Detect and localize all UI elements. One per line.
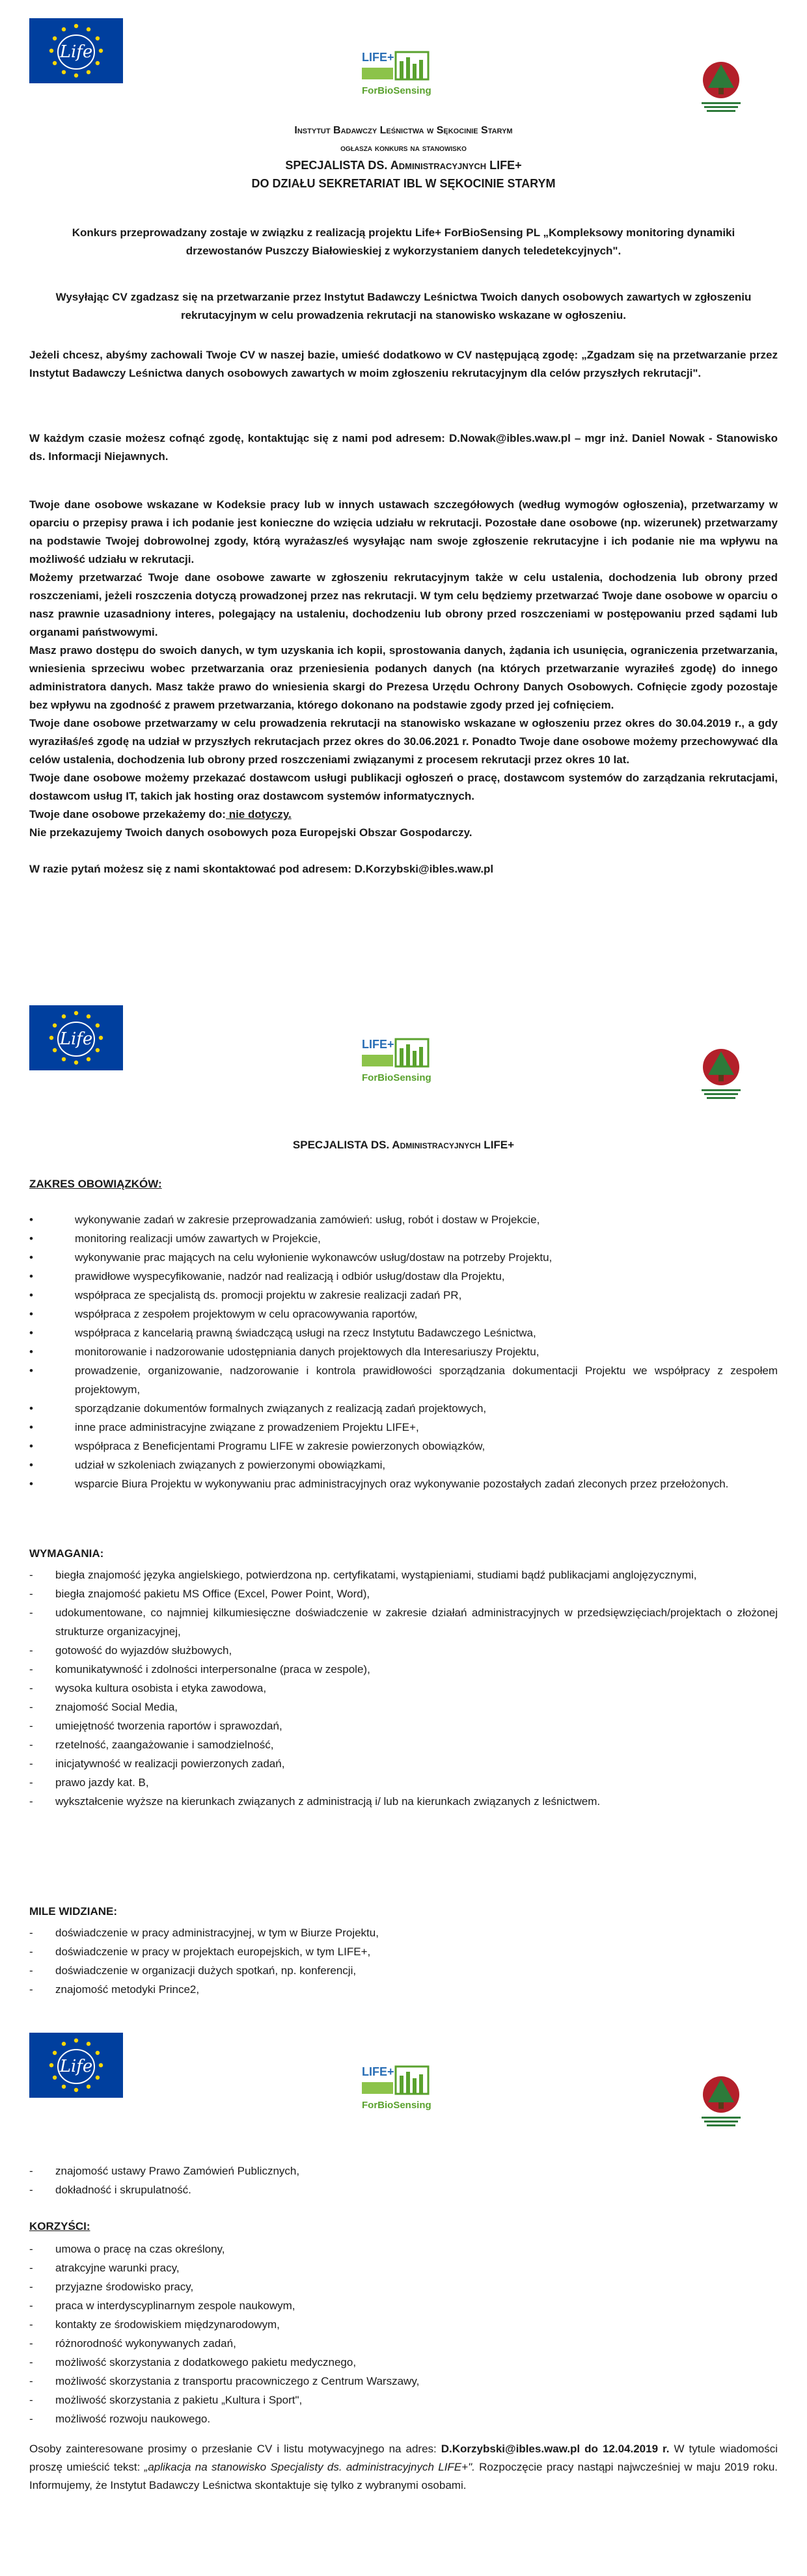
list-item (29, 2296, 778, 2315)
list-item (29, 1584, 778, 1603)
list-item (29, 1754, 778, 1773)
list-item (29, 1660, 778, 1679)
fbs-name-text: ForBioSensing (362, 85, 431, 96)
list-item-text: wykonywanie zadań w zakresie przeprowadzania zamówień: usług, robót i dostaw w Projekcie, (75, 1213, 540, 1226)
list-item-text: monitoring realizacji umów zawartych w Projekcie, (75, 1232, 321, 1245)
list-item (29, 1456, 778, 1474)
bullet-mark: • (29, 1213, 33, 1226)
list-item-text: monitorowanie i nadzorowanie udostępniania danych projektowych dla Interesariuszy Projektu, (75, 1346, 540, 1358)
eu-star-icon (49, 2063, 53, 2067)
nice-heading: MILE WIDZIANE: (29, 1905, 118, 1918)
gdpr-p5: Twoje dane osobowe możemy przekazać dostawcom usługi publikacji ogłoszeń o pracę, dostawcom systemów do zarządzania rekrutacjami, dostawcom usług IT, takich jak hosting oraz dostawcom systemów informatycznych. (29, 772, 778, 802)
bullet-mark: - (29, 1776, 33, 1789)
list-item-text: sporządzanie dokumentów formalnych związanych z realizacją zadań projektowych, (75, 1402, 487, 1415)
bullet-mark: - (29, 2165, 33, 2177)
bullet-mark: - (29, 1682, 33, 1694)
institute-name: Instytut Badawczy Leśnictwa w Sękocinie Starym (294, 125, 513, 136)
list-item (29, 1399, 778, 1418)
ibl-logo (689, 2075, 754, 2134)
list-item (29, 1361, 778, 1399)
ibl-logo (689, 1048, 754, 1106)
list-item-text: komunikatywność i zdolności interpersonalne (praca w zespole), (55, 1663, 370, 1675)
list-item (29, 1792, 778, 1811)
list-item-text: wykonywanie prac mających na celu wyłonienie wykonawców usług/dostaw na potrzeby Projektu, (75, 1251, 553, 1264)
gdpr-section (29, 496, 778, 878)
bullet-mark: - (29, 2281, 33, 2293)
bullet-mark: • (29, 1459, 33, 1471)
eu-life-text: Life (59, 42, 93, 62)
list-item-text: współpraca z zespołem projektowym w celu opracowywania raportów, (75, 1308, 418, 1320)
list-item (29, 1735, 778, 1754)
eu-life-text: Life (59, 1029, 93, 1049)
list-item (29, 2180, 778, 2199)
bullet-mark: - (29, 1644, 33, 1657)
eu-star-icon (87, 2085, 90, 2089)
bullet-mark: - (29, 1757, 33, 1770)
bullet-mark: • (29, 1402, 33, 1415)
list-item-text: inne prace administracyjne związane z prowadzeniem Projektu LIFE+, (75, 1421, 419, 1433)
eu-star-icon (87, 70, 90, 74)
eu-star-icon (96, 2051, 100, 2055)
fbs-life-text: LIFE+ (362, 51, 394, 64)
list-item-text: biegła znajomość pakietu MS Office (Excel, Power Point, Word), (55, 1588, 370, 1600)
list-item (29, 1679, 778, 1698)
bullet-mark: • (29, 1440, 33, 1452)
gdpr-p6-value: nie dotyczy. (225, 808, 292, 820)
bullet-mark: - (29, 2413, 33, 2425)
eu-star-icon (62, 1057, 66, 1061)
eu-star-icon (62, 2042, 66, 2046)
bullet-mark: - (29, 1588, 33, 1600)
list-item (29, 1716, 778, 1735)
list-item (29, 2315, 778, 2334)
bullet-mark: - (29, 2243, 33, 2255)
benefits-list (29, 2240, 778, 2428)
list-item-text: prowadzenie, organizowanie, nadzorowanie i kontrola prawidłowości sporządzania dokumentacji Projektu we współpracy z zespołem projektowym, (75, 1364, 778, 1396)
bullet-mark: - (29, 2375, 33, 2387)
list-item-text: znajomość metodyki Prince2, (55, 1983, 200, 1996)
eu-star-icon (96, 1024, 100, 1027)
bullet-mark: - (29, 2184, 33, 2196)
bullet-mark: - (29, 2299, 33, 2312)
eu-life-text: Life (59, 2057, 93, 2076)
list-item (29, 2391, 778, 2409)
bullet-mark: - (29, 2262, 33, 2274)
list-item-text: możliwość skorzystania z transportu pracowniczego z Centrum Warszawy, (55, 2375, 420, 2387)
gdpr-contact: W razie pytań możesz się z nami skontaktować pod adresem: D.Korzybski@ibles.waw.pl (29, 863, 494, 875)
list-item-text: prawidłowe wyspecyfikowanie, nadzór nad realizacją i odbiór usług/dostaw dla Projektu, (75, 1270, 505, 1282)
eu-star-icon (96, 36, 100, 40)
list-item-text: udokumentowane, co najmniej kilkumiesięczne doświadczenie w zakresie działań administracyjnych w przedsięwzięciach/projektach o złożonej strukturze organizacyjnej, (55, 1607, 778, 1638)
ibl-logo (689, 61, 754, 119)
eu-star-icon (74, 1061, 78, 1064)
forbiosensing-logo (357, 46, 435, 111)
list-item (29, 1942, 778, 1961)
eu-star-icon (49, 49, 53, 53)
gdpr-p3: Masz prawo dostępu do swoich danych, w tym uzyskania ich kopii, sprostowania danych, żądania ich usunięcia, ograniczenia przetwarzania, wniesienia sprzeciwu wobec przetwarzania oraz przeniesienia podanych danych (na których przetwarzanie wyraziłeś zgodę) do innego administratora danych. Masz także prawo do wniesienia skargi do Prezesa Urzędu Ochrony Danych Osobowych. Cofnięcie zgody pozostaje bez wpływu na zgodność z prawem przetwarzania, którego dokonano na podstawie zgody przed jej cofnięciem. (29, 644, 778, 711)
gdpr-p1: Twoje dane osobowe wskazane w Kodeksie pracy lub w innych ustawach szczegółowych (według wymogów ogłoszenia), przetwarzamy w oparciu o przepisy prawa i ich podanie jest konieczne do wzięcia udziału w rekrutacji. Pozostałe dane osobowe (np. wizerunek) przetwarzamy na podstawie Twojej dobrowolnej zgody, którą wyrażasz/eś wysyłając nam swoje zgłoszenie rekrutacyjne i ich podanie nie ma wpływu na możliwość udziału w rekrutacji. (29, 498, 778, 565)
benefits-heading: KORZYŚCI: (29, 2220, 90, 2232)
eu-star-icon (99, 1036, 103, 1040)
gdpr-p7: Nie przekazujemy Twoich danych osobowych poza Europejski Obszar Gospodarczy. (29, 826, 472, 839)
eu-star-icon (62, 2085, 66, 2089)
eu-star-icon (53, 1024, 57, 1027)
eu-star-icon (96, 2076, 100, 2080)
list-item (29, 1474, 778, 1493)
list-item (29, 2372, 778, 2391)
bullet-mark: - (29, 1795, 33, 1808)
list-item-text: wsparcie Biura Projektu w wykonywaniu prac administracyjnych oraz wykonywanie pozostałych zadań zleconych przez przełożonych. (75, 1478, 729, 1490)
list-item-text: doświadczenie w pracy administracyjnej, w tym w Biurze Projektu, (55, 1927, 379, 1939)
eu-star-icon (96, 61, 100, 65)
bullet-mark: - (29, 1964, 33, 1977)
page2-position-title (0, 1139, 807, 1152)
list-item (29, 2258, 778, 2277)
list-item-text: gotowość do wyjazdów służbowych, (55, 1644, 232, 1657)
eu-star-icon (74, 24, 78, 28)
fbs-name-text: ForBioSensing (362, 1072, 431, 1083)
list-item (29, 2353, 778, 2372)
list-item (29, 1267, 778, 1286)
bullet-mark: • (29, 1346, 33, 1358)
list-item (29, 1210, 778, 1229)
list-item-text: umiejętność tworzenia raportów i sprawozdań, (55, 1720, 282, 1732)
requirements-list (29, 1566, 778, 1811)
eu-star-icon (74, 1011, 78, 1015)
department-title: DO DZIAŁU SEKRETARIAT IBL W SĘKOCINIE STARYM (251, 177, 556, 190)
closing-paragraph (29, 2440, 778, 2495)
gdpr-p6-label: Twoje dane osobowe przekażemy do: (29, 808, 226, 820)
forbiosensing-logo (357, 2060, 435, 2125)
eu-star-icon (74, 74, 78, 77)
eu-star-icon (62, 1014, 66, 1018)
list-item (29, 1603, 778, 1641)
eu-star-icon (53, 61, 57, 65)
fbs-life-text: LIFE+ (362, 2065, 394, 2078)
eu-star-icon (74, 2039, 78, 2042)
list-item-text: różnorodność wykonywanych zadań, (55, 2337, 236, 2350)
list-item-text: przyjazne środowisko pracy, (55, 2281, 194, 2293)
position-title-text: SPECJALISTA DS. Administracyjnych LIFE+ (285, 159, 522, 172)
list-item (29, 1923, 778, 1942)
bullet-mark: - (29, 1927, 33, 1939)
list-item-text: biegła znajomość języka angielskiego, potwierdzona np. certyfikatami, wystąpieniami, studiami bądź publikacjami anglojęzycznymi, (55, 1569, 697, 1581)
list-item (29, 1418, 778, 1437)
eu-life-logo (29, 1005, 123, 1070)
list-item (29, 1773, 778, 1792)
list-item-text: rzetelność, zaangażowanie i samodzielność, (55, 1739, 274, 1751)
list-item-text: współpraca ze specjalistą ds. promocji projektu w zakresie realizacji zadań PR, (75, 1289, 462, 1301)
bullet-mark: - (29, 1701, 33, 1713)
bullet-mark: • (29, 1251, 33, 1264)
nice-list (29, 1923, 778, 1999)
bullet-mark: • (29, 1478, 33, 1490)
list-item-text: współpraca z Beneficjentami Programu LIFE w zakresie powierzonych obowiązków, (75, 1440, 486, 1452)
bullet-mark: • (29, 1270, 33, 1282)
eu-star-icon (96, 1048, 100, 1052)
list-item (29, 1980, 778, 1999)
list-item (29, 1566, 778, 1584)
bullet-mark: • (29, 1421, 33, 1433)
list-item (29, 2277, 778, 2296)
eu-star-icon (53, 1048, 57, 1052)
list-item-text: udział w szkoleniach związanych z powierzonymi obowiązkami, (75, 1459, 386, 1471)
list-item-text: kontakty ze środowiskiem międzynarodowym, (55, 2318, 280, 2331)
position-title (0, 156, 807, 174)
list-item-text: wykształcenie wyższe na kierunkach związanych z administracją i/ lub na kierunkach związanych z leśnictwem. (55, 1795, 601, 1808)
bullet-mark: • (29, 1327, 33, 1339)
list-item-text: inicjatywność w realizacji powierzonych zadań, (55, 1757, 285, 1770)
eu-star-icon (53, 36, 57, 40)
eu-star-icon (62, 70, 66, 74)
list-item (29, 1248, 778, 1267)
list-item-text: umowa o pracę na czas określony, (55, 2243, 225, 2255)
list-item-text: dokładność i skrupulatność. (55, 2184, 191, 2196)
logo-row-2 (0, 1005, 807, 1090)
closing-text-b: W tytule wiadomości proszę umieścić tekst: (29, 2443, 778, 2473)
list-item (29, 2334, 778, 2353)
list-item (29, 1229, 778, 1248)
logo-row-3 (0, 2033, 807, 2117)
list-item-text: wysoka kultura osobista i etyka zawodowa, (55, 1682, 267, 1694)
announcement-line: ogłasza konkurs na stanowisko (340, 142, 467, 153)
list-item (29, 1323, 778, 1342)
list-item (29, 2162, 778, 2180)
duties-list (29, 1210, 778, 1493)
list-item-text: praca w interdyscyplinarnym zespole naukowym, (55, 2299, 295, 2312)
intro-withdraw: W każdym czasie możesz cofnąć zgodę, kontaktując się z nami pod adresem: D.Nowak@ibles.waw.pl – mgr inż. Daniel Nowak - Stanowisko ds. Informacji Niejawnych. (29, 432, 778, 463)
intro-consent: Wysyłając CV zgadzasz się na przetwarzanie przez Instytut Badawczy Leśnictwa Twoich danych osobowych zawartych w zgłoszeniu rekrutacyjnym w celu prowadzenia rekrutacji na stanowisko wskazane w ogłoszeniu. (55, 291, 752, 321)
closing-title: „aplikacja na stanowisko Specjalisty ds. administracyjnych LIFE+". (144, 2461, 475, 2473)
bullet-mark: • (29, 1232, 33, 1245)
intro-project: Konkurs przeprowadzany zostaje w związku z realizacją projektu Life+ ForBioSensing PL „Kompleksowy monitoring dynamiki drzewostanów Puszczy Białowieskiej z wykorzystaniem danych teledetekcyjnych". (72, 226, 735, 257)
eu-life-logo (29, 18, 123, 83)
nice-list-continued (29, 2162, 778, 2199)
eu-star-icon (87, 2042, 90, 2046)
list-item-text: doświadczenie w pracy w projektach europejskich, w tym LIFE+, (55, 1946, 371, 1958)
page2-position-text: SPECJALISTA DS. Administracyjnych LIFE+ (292, 1139, 515, 1151)
list-item-text: możliwość rozwoju naukowego. (55, 2413, 211, 2425)
gdpr-p4: Twoje dane osobowe przetwarzamy w celu prowadzenia rekrutacji na stanowisko wskazane w ogłoszeniu przez okres do 30.04.2019 r., a gdy wyraziłaś/eś zgodę na udział w przyszłych rekrutacjach przez okres do 30.06.2021 r. Ponadto Twoje dane osobowe możemy przechowywać dla celów ustalenia, dochodzenia lub obrony przed roszczeniami związanymi z procesem rekrutacji przez okres 10 lat. (29, 717, 778, 766)
bullet-mark: - (29, 1739, 33, 1751)
bullet-mark: • (29, 1308, 33, 1320)
requirements-heading: WYMAGANIA: (29, 1547, 104, 1560)
forbiosensing-logo (357, 1033, 435, 1098)
list-item (29, 1641, 778, 1660)
list-item (29, 1342, 778, 1361)
list-item (29, 2240, 778, 2258)
eu-star-icon (62, 27, 66, 31)
list-item-text: współpraca z kancelarią prawną świadczącą usługi na rzecz Instytutu Badawczego Leśnictwa, (75, 1327, 536, 1339)
closing-email: D.Korzybski@ibles.waw.pl do 12.04.2019 r. (441, 2443, 670, 2455)
eu-life-logo (29, 2033, 123, 2098)
closing-text-a: Osoby zainteresowane prosimy o przesłanie CV i listu motywacyjnego na adres: (29, 2443, 441, 2455)
bullet-mark: - (29, 1663, 33, 1675)
bullet-mark: - (29, 1946, 33, 1958)
bullet-mark: - (29, 2356, 33, 2368)
list-item-text: możliwość skorzystania z dodatkowego pakietu medycznego, (55, 2356, 357, 2368)
list-item (29, 1286, 778, 1305)
eu-star-icon (49, 1036, 53, 1040)
fbs-life-text: LIFE+ (362, 1038, 394, 1051)
closing-text-c: Rozpoczęcie pracy nastąpi najwcześniej w maju 2019 roku. Informujemy, że Instytut Badawczy Leśnictwa skontaktuje się tylko z wybranymi osobami. (29, 2461, 778, 2491)
bullet-mark: - (29, 1983, 33, 1996)
bullet-mark: - (29, 2318, 33, 2331)
list-item (29, 1961, 778, 1980)
gdpr-p6 (29, 806, 778, 824)
eu-star-icon (99, 49, 103, 53)
fbs-name-text: ForBioSensing (362, 2100, 431, 2111)
eu-star-icon (87, 1057, 90, 1061)
list-item (29, 2409, 778, 2428)
eu-star-icon (87, 27, 90, 31)
list-item (29, 1305, 778, 1323)
intro-future-consent: Jeżeli chcesz, abyśmy zachowali Twoje CV w naszej bazie, umieść dodatkowo w CV następującą zgodę: „Zgadzam się na przetwarzanie przez Instytut Badawczy Leśnictwa danych osobowych zawartych w moim zgłoszeniu rekrutacyjnym dla celów przyszłych rekrutacji". (29, 349, 778, 379)
bullet-mark: - (29, 1607, 33, 1619)
logo-row-1 (0, 18, 807, 103)
list-item-text: znajomość Social Media, (55, 1701, 178, 1713)
bullet-mark: - (29, 1720, 33, 1732)
bullet-mark: - (29, 2394, 33, 2406)
bullet-mark: • (29, 1364, 33, 1377)
list-item-text: znajomość ustawy Prawo Zamówień Publicznych, (55, 2165, 300, 2177)
bullet-mark: - (29, 2337, 33, 2350)
list-item (29, 1698, 778, 1716)
eu-star-icon (99, 2063, 103, 2067)
bullet-mark: • (29, 1289, 33, 1301)
eu-star-icon (74, 2088, 78, 2092)
eu-star-icon (87, 1014, 90, 1018)
duties-heading: ZAKRES OBOWIĄZKÓW: (29, 1178, 162, 1190)
list-item-text: prawo jazdy kat. B, (55, 1776, 149, 1789)
list-item-text: doświadczenie w organizacji dużych spotkań, np. konferencji, (55, 1964, 357, 1977)
eu-star-icon (53, 2076, 57, 2080)
list-item-text: możliwość skorzystania z pakietu „Kultura i Sport", (55, 2394, 303, 2406)
list-item (29, 1437, 778, 1456)
list-item-text: atrakcyjne warunki pracy, (55, 2262, 180, 2274)
eu-star-icon (53, 2051, 57, 2055)
gdpr-p2: Możemy przetwarzać Twoje dane osobowe zawarte w zgłoszeniu rekrutacyjnym także w celu ustalenia, dochodzenia lub obrony przed roszczeniami, jeżeli roszczenia dotyczą prowadzonej przez nas rekrutacji. W tym celu będziemy przetwarzać Twoje dane osobowe w oparciu o nasz prawnie uzasadniony interes, polegający na ustaleniu, dochodzeniu lub obrony przed roszczeniami w postępowaniu przed sądami lub organami państwowymi. (29, 571, 778, 638)
bullet-mark: - (29, 1569, 33, 1581)
